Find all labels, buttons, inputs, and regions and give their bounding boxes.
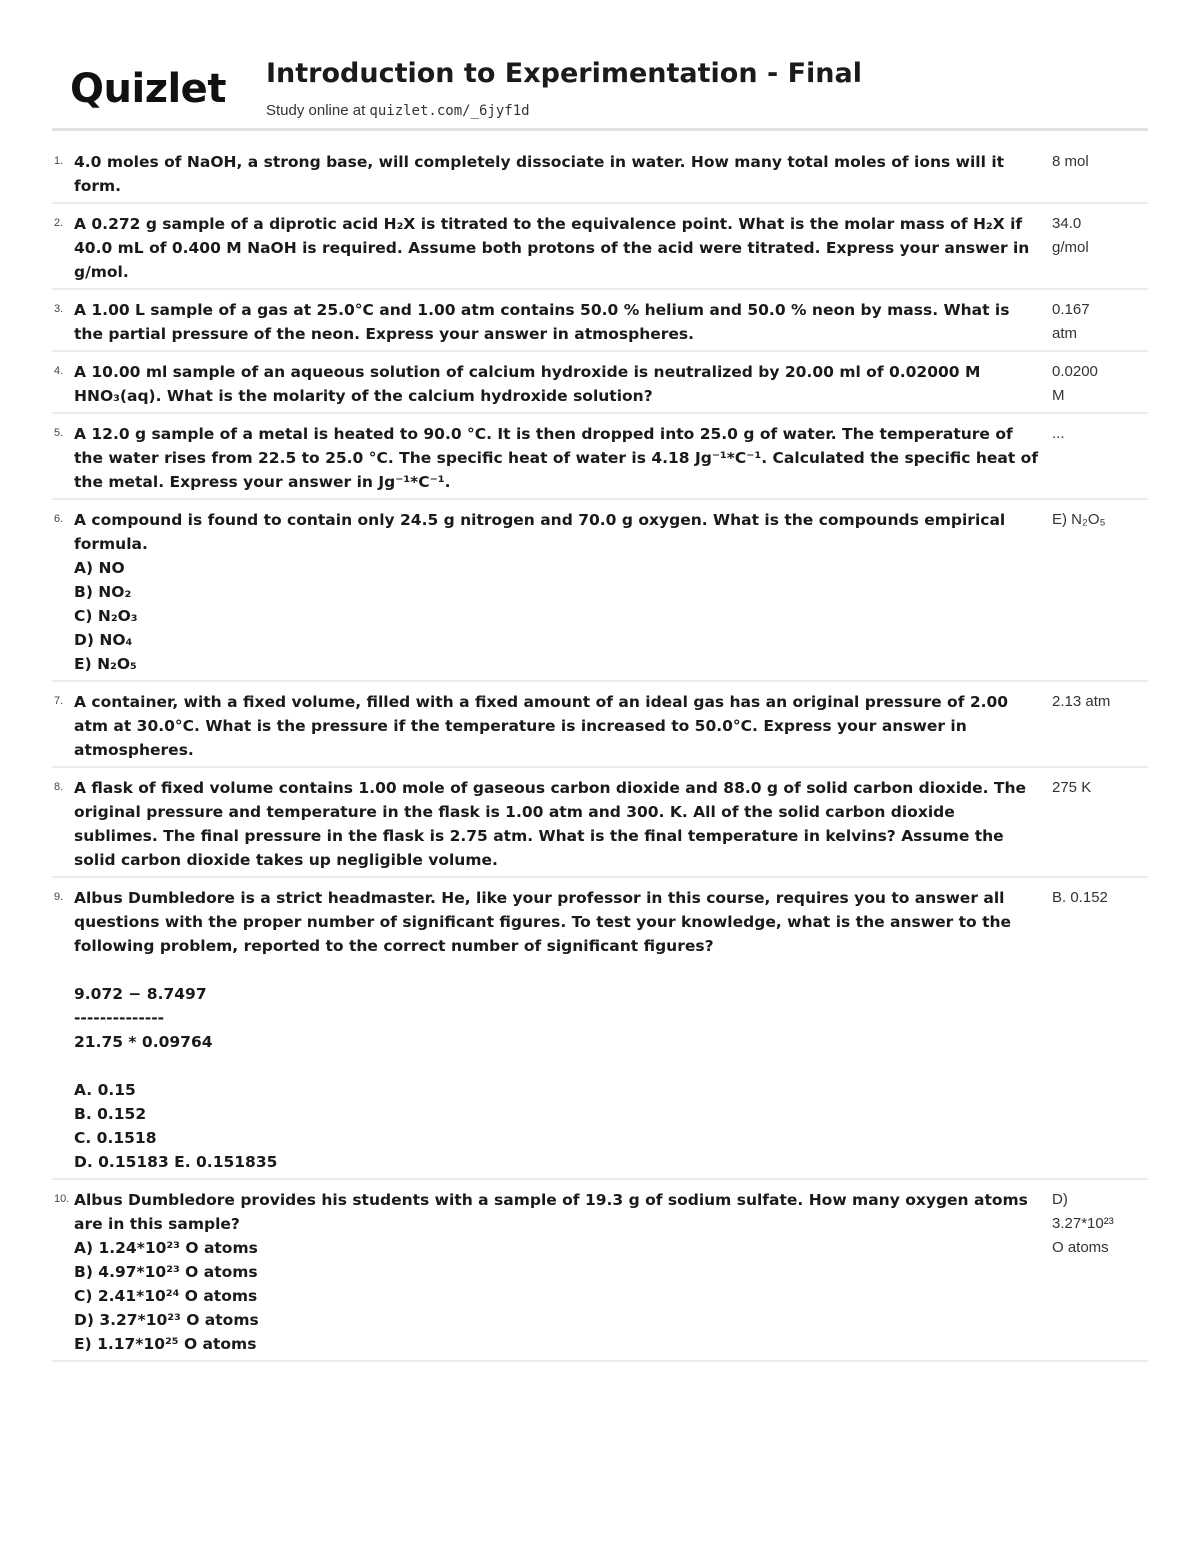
flashcard — [52, 682, 1148, 768]
card-number: 6. — [54, 513, 64, 525]
card-term: 4.0 moles of NaOH, a strong base, will completely dissociate in water. How many total moles of ions will it form. — [74, 153, 1005, 195]
card-term: A 12.0 g sample of a metal is heated to 90.0 °C. It is then dropped into 25.0 g of water. The temperature of the water rises from 22.5 to 25.0 °C. The specific heat of water is 4.18 Jg⁻¹*C⁻¹. Calculated the specific heat of the metal. Express your answer in Jg⁻¹*C⁻¹. — [74, 425, 1039, 491]
study-online-line — [266, 102, 530, 119]
card-term: A 0.272 g sample of a diprotic acid H₂X is titrated to the equivalence point. What is the molar mass of H₂X if 40.0 mL of 0.400 M NaOH is required. Assume both protons of the acid were titrated. Express your answer in g/mol. — [74, 215, 1030, 281]
card-number: 10. — [54, 1193, 70, 1205]
card-number: 1. — [54, 155, 64, 167]
card-definition: 2.13 atm — [1052, 693, 1111, 710]
card-number: 4. — [54, 365, 64, 377]
card-term: A container, with a fixed volume, filled with a fixed amount of an ideal gas has an original pressure of 2.00 atm at 30.0°C. What is the pressure if the temperature is increased to 50.0°C. Express your answer in atmospheres. — [74, 693, 1009, 759]
card-definition: E) N₂O₅ — [1052, 511, 1106, 528]
card-definition: 275 K — [1052, 779, 1092, 796]
card-number: 7. — [54, 695, 64, 707]
quizlet-logo[interactable]: Quizlet — [70, 66, 226, 112]
flashcard — [52, 1180, 1148, 1362]
header — [52, 58, 1148, 130]
card-number: 9. — [54, 891, 64, 903]
card-term: Albus Dumbledore provides his students with a sample of 19.3 g of sodium sulfate. How many oxygen atoms are in this sample? A) 1.24*10²³ O atoms B) 4.97*10²³ O atoms C) 2.41*10²⁴ O atoms D) 3.27*10²³ O atoms E) 1.17*10²⁵ O atoms — [74, 1191, 1028, 1353]
flashcard — [52, 878, 1148, 1180]
flashcard — [52, 204, 1148, 290]
study-online-label: Study online at — [266, 102, 370, 119]
card-term: A compound is found to contain only 24.5 g nitrogen and 70.0 g oxygen. What is the compounds empirical formula. A) NO B) NO₂ C) N₂O₃ D) NO₄ E) N₂O₅ — [74, 511, 1006, 673]
card-term: A 1.00 L sample of a gas at 25.0°C and 1.00 atm contains 50.0 % helium and 50.0 % neon by mass. What is the partial pressure of the neon. Express your answer in atmospheres. — [74, 301, 1010, 343]
card-definition: 0.0200 M — [1052, 363, 1098, 404]
card-number: 8. — [54, 781, 64, 793]
card-term: Albus Dumbledore is a strict headmaster. He, like your professor in this course, requires you to answer all questions with the proper number of significant figures. To test your knowledge, what is the answer to the following problem, reported to the correct number of significant figures? 9.072 − 8.7497 -------------- 21.75 * 0.09764 A. 0.15 B. 0.152 C. 0.1518 D. 0.15183 E. 0.151835 — [74, 889, 1012, 1171]
card-number: 5. — [54, 427, 64, 439]
card-term: A 10.00 ml sample of an aqueous solution of calcium hydroxide is neutralized by 20.00 ml of 0.02000 M HNO₃(aq). What is the molarity of the calcium hydroxide solution? — [74, 363, 981, 405]
flashcard — [52, 290, 1148, 352]
card-definition: ... — [1052, 425, 1065, 442]
card-definition: 0.167 atm — [1052, 301, 1090, 342]
card-number: 3. — [54, 303, 64, 315]
flashcard — [52, 414, 1148, 500]
card-term: A flask of fixed volume contains 1.00 mole of gaseous carbon dioxide and 88.0 g of solid carbon dioxide. The original pressure and temperature in the flask is 1.00 atm and 300. K. All of the solid carbon dioxide sublimes. The final pressure in the flask is 2.75 atm. What is the final temperature in kelvins? Assume the solid carbon dioxide takes up negligible volume. — [74, 779, 1027, 869]
flashcard-list — [52, 142, 1148, 1362]
study-url-link[interactable]: quizlet.com/_6jyf1d — [369, 103, 530, 119]
flashcard — [52, 352, 1148, 414]
flashcard — [52, 768, 1148, 878]
card-definition: 8 mol — [1052, 153, 1089, 170]
flashcard — [52, 142, 1148, 204]
flashcard — [52, 500, 1148, 682]
card-definition: B. 0.152 — [1052, 889, 1108, 906]
card-definition: D) 3.27*10²³ O atoms — [1052, 1191, 1114, 1256]
header-divider — [52, 128, 1148, 131]
card-number: 2. — [54, 217, 64, 229]
page-title: Introduction to Experimentation - Final — [266, 58, 862, 89]
card-definition: 34.0 g/mol — [1052, 215, 1089, 256]
